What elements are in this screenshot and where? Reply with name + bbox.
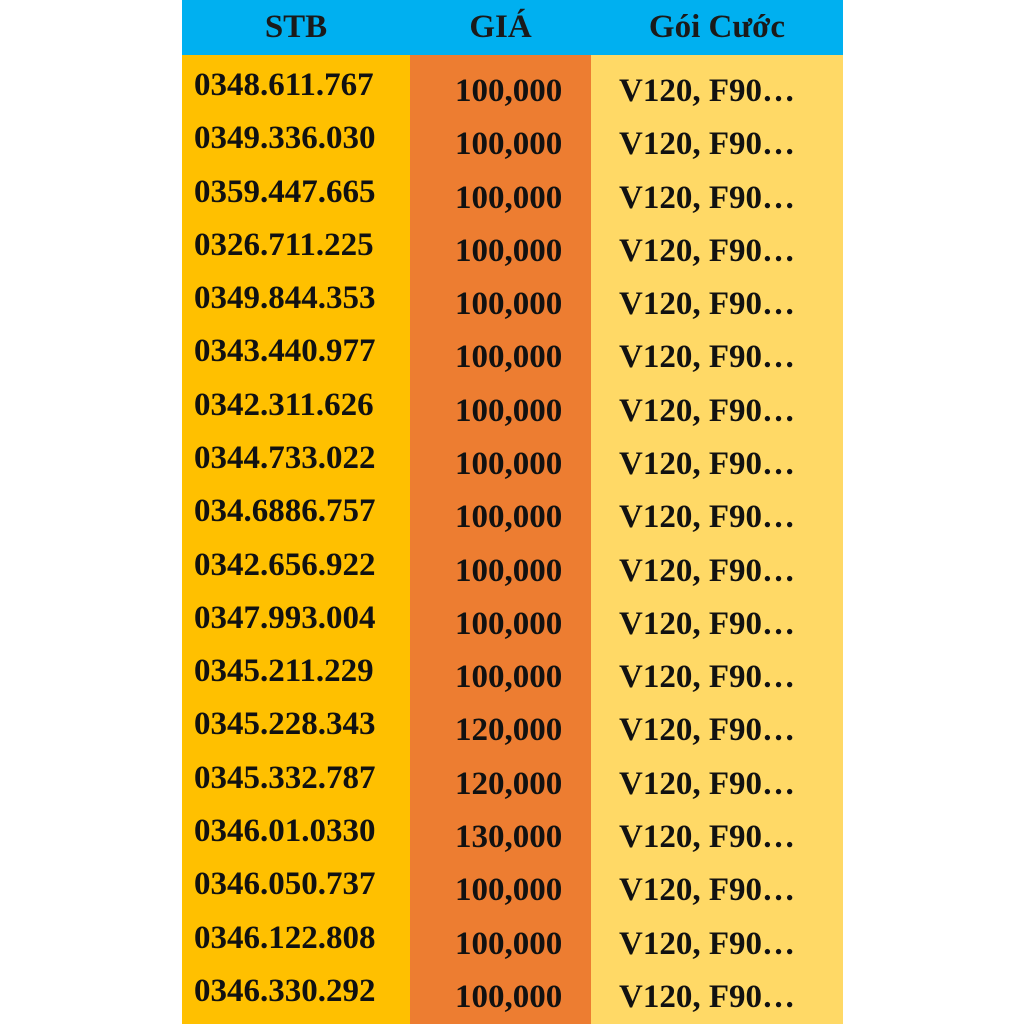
price-cell: 100,000 bbox=[455, 392, 563, 429]
price-cell: 130,000 bbox=[455, 818, 563, 855]
stb-cell: 0347.993.004 bbox=[194, 599, 376, 636]
stb-cell: 0342.311.626 bbox=[194, 386, 374, 423]
price-table bbox=[182, 0, 843, 1024]
stb-cell: 0359.447.665 bbox=[194, 173, 376, 210]
price-cell: 100,000 bbox=[455, 925, 563, 962]
price-cell: 100,000 bbox=[455, 872, 563, 909]
stb-cell: 0342.656.922 bbox=[194, 546, 376, 583]
plan-cell: V120, F90… bbox=[619, 126, 795, 163]
stb-cell: 0326.711.225 bbox=[194, 226, 374, 263]
price-cell: 100,000 bbox=[455, 445, 563, 482]
plan-cell: V120, F90… bbox=[619, 872, 795, 909]
price-cell: 100,000 bbox=[455, 659, 563, 696]
plan-cell: V120, F90… bbox=[619, 552, 795, 589]
plan-cell: V120, F90… bbox=[619, 179, 795, 216]
header-goi-cuoc: Gói Cước bbox=[648, 9, 786, 45]
stb-cell: 0346.01.0330 bbox=[194, 812, 376, 849]
plan-cell: V120, F90… bbox=[619, 925, 795, 962]
stb-cell: 0345.211.229 bbox=[194, 653, 374, 690]
price-cell: 100,000 bbox=[455, 73, 563, 109]
stb-cell: 0348.611.767 bbox=[194, 67, 374, 103]
header-stb: STB bbox=[264, 9, 328, 45]
price-cell: 120,000 bbox=[455, 712, 563, 749]
plan-cell: V120, F90… bbox=[619, 712, 795, 749]
plan-cell: V120, F90… bbox=[619, 765, 795, 802]
stb-cell: 0344.733.022 bbox=[194, 439, 376, 476]
price-cell: 120,000 bbox=[455, 765, 563, 802]
plan-cell: V120, F90… bbox=[619, 232, 795, 269]
plan-cell: V120, F90… bbox=[619, 605, 795, 642]
table-header bbox=[182, 0, 843, 55]
plan-cell: V120, F90… bbox=[619, 445, 795, 482]
table-body bbox=[182, 55, 843, 1024]
stb-column bbox=[182, 55, 410, 1024]
price-column bbox=[410, 55, 591, 1024]
plan-cell: V120, F90… bbox=[619, 659, 795, 696]
stb-cell: 0345.228.343 bbox=[194, 706, 376, 743]
stb-cell: 0346.050.737 bbox=[194, 866, 376, 903]
stb-cell: 0349.336.030 bbox=[194, 120, 376, 157]
plan-cell: V120, F90… bbox=[619, 978, 795, 1015]
plan-column bbox=[591, 55, 843, 1024]
price-cell: 100,000 bbox=[455, 126, 563, 163]
plan-cell: V120, F90… bbox=[619, 818, 795, 855]
price-cell: 100,000 bbox=[455, 552, 563, 589]
plan-cell: V120, F90… bbox=[619, 392, 795, 429]
price-cell: 100,000 bbox=[455, 286, 563, 323]
price-cell: 100,000 bbox=[455, 978, 563, 1015]
stb-cell: 0346.122.808 bbox=[194, 919, 376, 956]
plan-cell: V120, F90… bbox=[619, 499, 795, 536]
plan-cell: V120, F90… bbox=[619, 73, 795, 109]
price-cell: 100,000 bbox=[455, 499, 563, 536]
stb-cell: 0345.332.787 bbox=[194, 759, 376, 796]
price-cell: 100,000 bbox=[455, 605, 563, 642]
price-cell: 100,000 bbox=[455, 179, 563, 216]
price-cell: 100,000 bbox=[455, 232, 563, 269]
plan-cell: V120, F90… bbox=[619, 286, 795, 323]
plan-cell: V120, F90… bbox=[619, 339, 795, 376]
header-gia: GIÁ bbox=[469, 9, 532, 45]
stb-cell: 0346.330.292 bbox=[194, 972, 376, 1009]
price-cell: 100,000 bbox=[455, 339, 563, 376]
stb-cell: 0349.844.353 bbox=[194, 280, 376, 317]
stb-cell: 034.6886.757 bbox=[194, 493, 376, 530]
stb-cell: 0343.440.977 bbox=[194, 333, 376, 370]
